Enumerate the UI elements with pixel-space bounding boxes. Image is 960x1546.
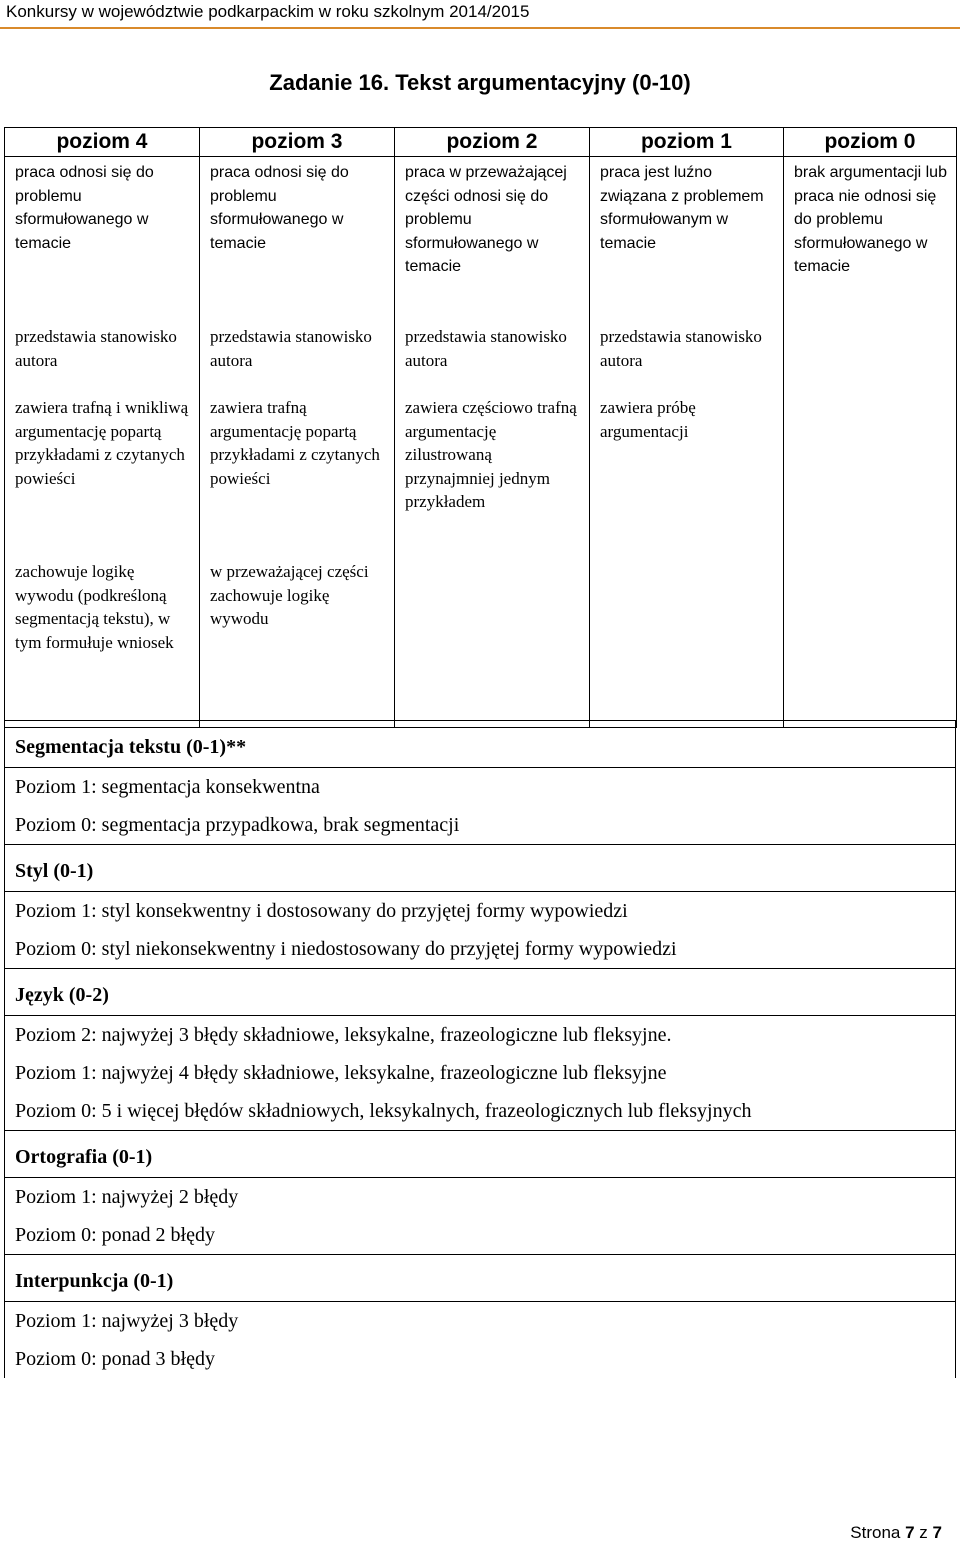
criterion-heading: Segmentacja tekstu (0-1)** bbox=[5, 721, 956, 768]
criterion-relation: praca w przeważającej części odnosi się do problemu sformułowanego w temacie bbox=[405, 164, 567, 275]
level-3-cell bbox=[200, 157, 395, 728]
level-2-header: poziom 2 bbox=[395, 128, 590, 157]
criterion-level: Poziom 1: segmentacja konsekwentna bbox=[5, 768, 956, 807]
total-pages: 7 bbox=[932, 1523, 942, 1542]
level-1-cell bbox=[590, 157, 784, 728]
current-page: 7 bbox=[905, 1523, 915, 1542]
criterion-argumentation: zawiera trafną i wnikliwą argumentację popartą przykładami z czytanych powieści bbox=[15, 398, 189, 488]
levels-table bbox=[4, 127, 957, 728]
level-4-header: poziom 4 bbox=[5, 128, 200, 157]
header-text: Konkursy w województwie podkarpackim w roku szkolnym 2014/2015 bbox=[6, 2, 530, 21]
criterion-position: przedstawia stanowisko autora bbox=[405, 327, 567, 370]
additional-criteria-table bbox=[4, 720, 956, 1378]
criterion-position: przedstawia stanowisko autora bbox=[15, 327, 177, 370]
criterion-position: przedstawia stanowisko autora bbox=[600, 327, 762, 370]
criterion-relation: praca odnosi się do problemu sformułowanego w temacie bbox=[210, 164, 349, 252]
level-1-header: poziom 1 bbox=[590, 128, 784, 157]
page-number bbox=[850, 1523, 942, 1543]
criterion-heading: Ortografia (0-1) bbox=[5, 1131, 956, 1178]
level-4-cell bbox=[5, 157, 200, 728]
level-0-cell bbox=[784, 157, 957, 728]
task-title: Zadanie 16. Tekst argumentacyjny (0-10) bbox=[269, 70, 691, 95]
levels-header-row bbox=[5, 128, 957, 157]
criterion-level: Poziom 0: ponad 3 błędy bbox=[5, 1340, 956, 1378]
criterion-heading: Interpunkcja (0-1) bbox=[5, 1255, 956, 1302]
criterion-level: Poziom 1: najwyżej 2 błędy bbox=[5, 1178, 956, 1217]
criterion-level: Poziom 0: 5 i więcej błędów składniowych, leksykalnych, frazeologicznych lub fleksyjnych bbox=[5, 1092, 956, 1131]
criterion-logic: w przeważającej części zachowuje logikę wywodu bbox=[210, 562, 369, 628]
criterion-level: Poziom 1: najwyżej 4 błędy składniowe, leksykalne, frazeologiczne lub fleksyjne bbox=[5, 1054, 956, 1092]
criterion-level: Poziom 1: styl konsekwentny i dostosowany do przyjętej formy wypowiedzi bbox=[5, 892, 956, 931]
criterion-argumentation: zawiera próbę argumentacji bbox=[600, 398, 696, 441]
header-rule bbox=[0, 27, 960, 29]
criterion-heading: Styl (0-1) bbox=[5, 845, 956, 892]
criterion-argumentation: zawiera trafną argumentację popartą przykładami z czytanych powieści bbox=[210, 398, 380, 488]
criterion-position bbox=[794, 325, 948, 396]
page-label: Strona bbox=[850, 1523, 901, 1542]
criterion-level: Poziom 0: segmentacja przypadkowa, brak segmentacji bbox=[5, 806, 956, 845]
criterion-level: Poziom 1: najwyżej 3 błędy bbox=[5, 1302, 956, 1341]
criterion-logic: zachowuje logikę wywodu (podkreśloną segmentacją tekstu), w tym formułuje wniosek bbox=[15, 562, 174, 652]
levels-content-row bbox=[5, 157, 957, 728]
level-2-cell bbox=[395, 157, 590, 728]
page-separator: z bbox=[919, 1523, 928, 1542]
criterion-argumentation bbox=[794, 396, 948, 560]
criterion-relation: brak argumentacji lub praca nie odnosi się do problemu sformułowanego w temacie bbox=[794, 164, 947, 275]
criterion-relation: praca odnosi się do problemu sformułowanego w temacie bbox=[15, 164, 154, 252]
criterion-position: przedstawia stanowisko autora bbox=[210, 327, 372, 370]
criterion-heading: Język (0-2) bbox=[5, 969, 956, 1016]
level-3-header: poziom 3 bbox=[200, 128, 395, 157]
criterion-argumentation: zawiera częściowo trafną argumentację zilustrowaną przynajmniej jednym przykładem bbox=[405, 398, 577, 511]
criterion-level: Poziom 0: styl niekonsekwentny i niedostosowany do przyjętej formy wypowiedzi bbox=[5, 930, 956, 969]
criterion-relation: praca jest luźno związana z problemem sformułowanym w temacie bbox=[600, 164, 764, 252]
level-0-header: poziom 0 bbox=[784, 128, 957, 157]
page-header bbox=[0, 0, 960, 28]
criterion-level: Poziom 2: najwyżej 3 błędy składniowe, leksykalne, frazeologiczne lub fleksyjne. bbox=[5, 1016, 956, 1055]
criterion-level: Poziom 0: ponad 2 błędy bbox=[5, 1216, 956, 1255]
